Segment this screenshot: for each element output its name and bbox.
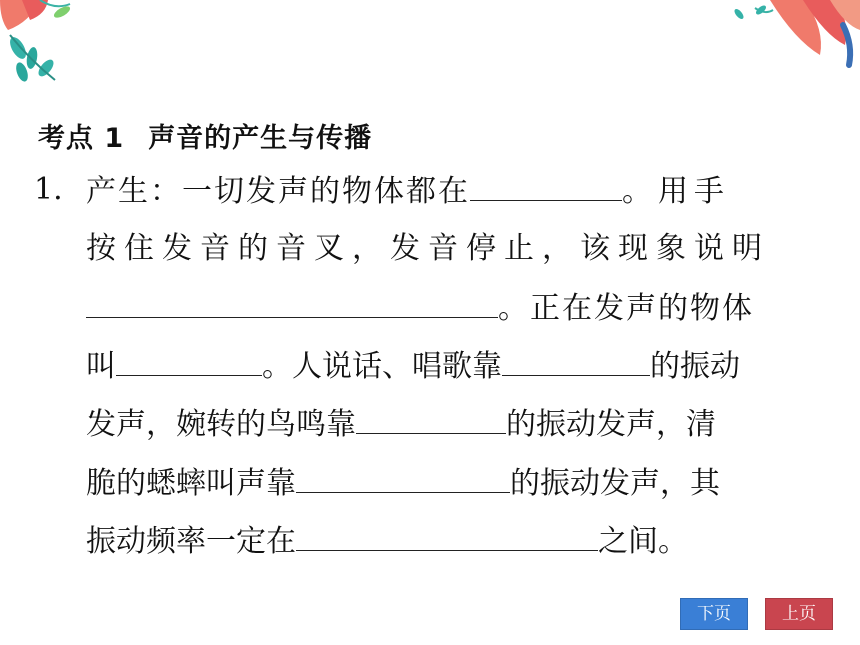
question-line-7 <box>86 522 688 560</box>
line5-text-b: 的振动发声，清 <box>506 407 716 442</box>
answer-blank-2[interactable] <box>86 289 498 318</box>
question-line-5 <box>86 405 716 443</box>
line2-text: 按住发音的音叉，发音停止，该现象说明 <box>86 231 770 266</box>
section-title: 声音的产生与传播 <box>148 123 373 154</box>
answer-blank-5[interactable] <box>356 405 506 434</box>
section-label: 考点 1 <box>38 123 125 154</box>
line4-text-c: 的振动 <box>650 349 740 384</box>
answer-blank-4[interactable] <box>502 347 650 376</box>
question-line-2 <box>86 231 770 267</box>
line4-text-a: 叫 <box>86 349 116 384</box>
line6-text-b: 的振动发声，其 <box>510 466 720 501</box>
line1-text-a: 产生：一切发声的物体都在 <box>86 174 470 209</box>
question-line-4 <box>86 347 740 385</box>
line4-text-b: 。人说话、唱歌靠 <box>262 349 502 384</box>
line7-text-a: 振动频率一定在 <box>86 524 296 559</box>
question-line-6 <box>86 464 720 502</box>
question-line-1 <box>86 172 730 210</box>
line1-text-b: 。用手 <box>622 174 730 209</box>
answer-blank-6[interactable] <box>296 464 510 493</box>
line7-text-b: 之间。 <box>598 524 688 559</box>
answer-blank-3[interactable] <box>116 347 262 376</box>
next-page-button[interactable]: 下页 <box>680 598 748 630</box>
question-number: 1. <box>34 172 63 207</box>
answer-blank-1[interactable] <box>470 172 622 201</box>
question-line-3 <box>86 289 754 327</box>
line5-text-a: 发声，婉转的鸟鸣靠 <box>86 407 356 442</box>
line3-text: 。正在发声的物体 <box>498 291 754 326</box>
prev-page-button[interactable]: 上页 <box>765 598 833 630</box>
answer-blank-7[interactable] <box>296 522 598 551</box>
line6-text-a: 脆的蟋蟀叫声靠 <box>86 466 296 501</box>
